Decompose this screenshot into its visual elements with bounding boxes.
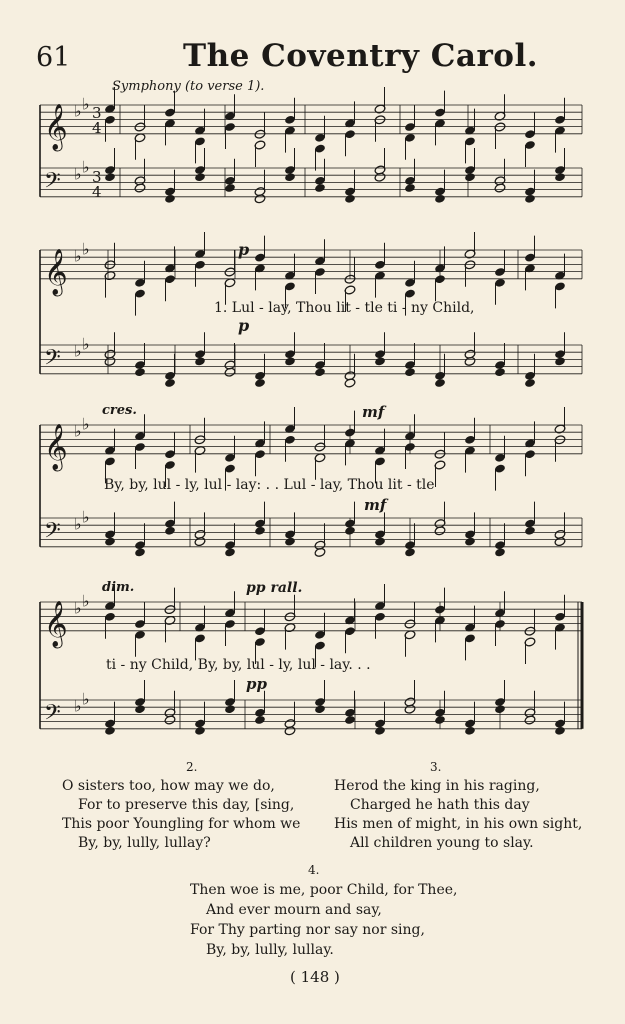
flat-icon: ♭ [82,507,90,527]
note-head [224,547,236,557]
verse-line: For Thy parting nor say nor sing, [190,922,425,938]
verse-line: By, by, lully, lullay. [206,942,334,958]
bass-clef-icon: 𝄢 [44,700,61,731]
flat-icon: ♭ [82,414,90,434]
note-head [374,726,386,736]
flat-icon: ♭ [82,334,90,354]
note-head [314,183,326,193]
dynamic-piano-bass: p [238,316,250,335]
note-head [284,356,296,366]
note-head [374,356,386,366]
treble-clef-icon: 𝄞 [44,423,68,470]
note-head [224,183,236,193]
note-head [344,526,356,536]
note-head [314,367,326,377]
note-head [404,704,416,714]
dynamic-crescendo: cres. [102,403,137,418]
flat-icon: ♭ [74,341,82,361]
flat-icon: ♭ [74,246,82,266]
flat-icon: ♭ [82,689,90,709]
note-head [254,715,266,725]
note-head [524,378,536,388]
flat-icon: ♭ [82,239,90,259]
dynamic-mezzo-forte-bass: mf [364,496,387,514]
note-head [404,183,416,193]
note-head [134,183,146,193]
note-head [374,172,386,182]
bass-clef-icon: 𝄢 [44,518,61,549]
page-title: The Coventry Carol. [183,38,539,74]
note-head [494,367,506,377]
note-head [164,526,176,536]
note-head [254,526,266,536]
lyric-line-3: ti - ny Child, By, by, lul - ly, lul - lay. . . [106,657,371,673]
verse-line: By, by, lully, lullay? [78,835,211,851]
note-head [104,172,116,182]
bass-clef-icon: 𝄢 [44,345,61,376]
note-head [254,194,266,204]
note-head [494,547,506,557]
note-head [434,378,446,388]
note-head [554,726,566,736]
treble-clef-icon: 𝄞 [44,103,68,150]
page-footer: ( 148 ) [290,968,340,986]
note-head [284,726,296,736]
note-head [464,537,476,547]
note-head [164,378,176,388]
treble-clef-icon: 𝄞 [44,248,68,295]
verse-line: Then woe is me, poor Child, for Thee, [190,882,458,898]
note-head [554,172,566,182]
note-head [434,715,446,725]
note-head [254,378,266,388]
flat-icon: ♭ [74,164,82,184]
note-head [164,715,176,725]
verse-number: 3. [430,760,442,774]
flat-icon: ♭ [74,514,82,534]
dynamic-diminuendo: dim. [102,580,135,595]
time-signature-bottom: 4 [92,183,102,201]
note-head [104,537,116,547]
note-head [554,537,566,547]
note-head [104,356,116,366]
note-head [434,194,446,204]
verse-line: His men of might, in his own sight, [334,816,583,832]
note-head [284,537,296,547]
verse-line: All children young to slay. [350,835,534,851]
note-head [464,356,476,366]
time-signature-top: 3 [92,104,102,122]
note-head [344,715,356,725]
note-head [524,715,536,725]
note-head [224,367,236,377]
verse-line: O sisters too, how may we do, [62,778,275,794]
note-head [224,704,236,714]
note-head [194,726,206,736]
lyric-line-2: By, by, lul - ly, lul - lay: . . Lul - lay, Thou lit - tle [104,477,435,493]
note-head [374,537,386,547]
time-signature-top: 3 [92,168,102,186]
verse-number: 4. [308,863,320,877]
note-head [134,704,146,714]
flat-icon: ♭ [74,421,82,441]
note-head [194,172,206,182]
note-head [284,172,296,182]
symphony-note: Symphony (to verse 1). [112,79,265,94]
lyric-line-1: 1. Lul - lay, Thou lit - tle ti - ny Child, [214,300,475,316]
flat-icon: ♭ [74,696,82,716]
note-head [434,526,446,536]
note-head [404,547,416,557]
note-head [494,183,506,193]
note-head [314,704,326,714]
note-head [524,194,536,204]
note-head [554,356,566,366]
flat-icon: ♭ [82,94,90,114]
note-head [194,356,206,366]
dynamic-mezzo-forte: mf [362,403,385,421]
verse-line: This poor Youngling for whom we [62,816,301,832]
time-signature-bottom: 4 [92,119,102,137]
bass-clef-icon: 𝄢 [44,168,61,199]
note-head [404,367,416,377]
note-head [464,726,476,736]
flat-icon: ♭ [74,101,82,121]
verse-line: Charged he hath this day [350,797,530,813]
verse-line: Herod the king in his raging, [334,778,540,794]
note-head [314,547,326,557]
page-number: 61 [36,42,71,73]
dynamic-piano: p [238,240,250,259]
treble-clef-icon: 𝄞 [44,600,68,647]
note-head [134,367,146,377]
note-head [344,378,356,388]
flat-icon: ♭ [82,157,90,177]
flat-icon: ♭ [82,591,90,611]
note-head [164,194,176,204]
verse-line: For to preserve this day, [sing, [78,797,295,813]
dynamic-pianissimo-rallentando: pp rall. [246,580,303,596]
flat-icon: ♭ [74,598,82,618]
note-head [464,172,476,182]
verse-line: And ever mourn and say, [206,902,382,918]
note-head [524,526,536,536]
verse-number: 2. [186,760,198,774]
note-head [344,194,356,204]
dynamic-pianissimo-bass: pp [246,675,267,693]
note-head [134,547,146,557]
note-head [194,537,206,547]
note-head [494,704,506,714]
note-head [104,726,116,736]
